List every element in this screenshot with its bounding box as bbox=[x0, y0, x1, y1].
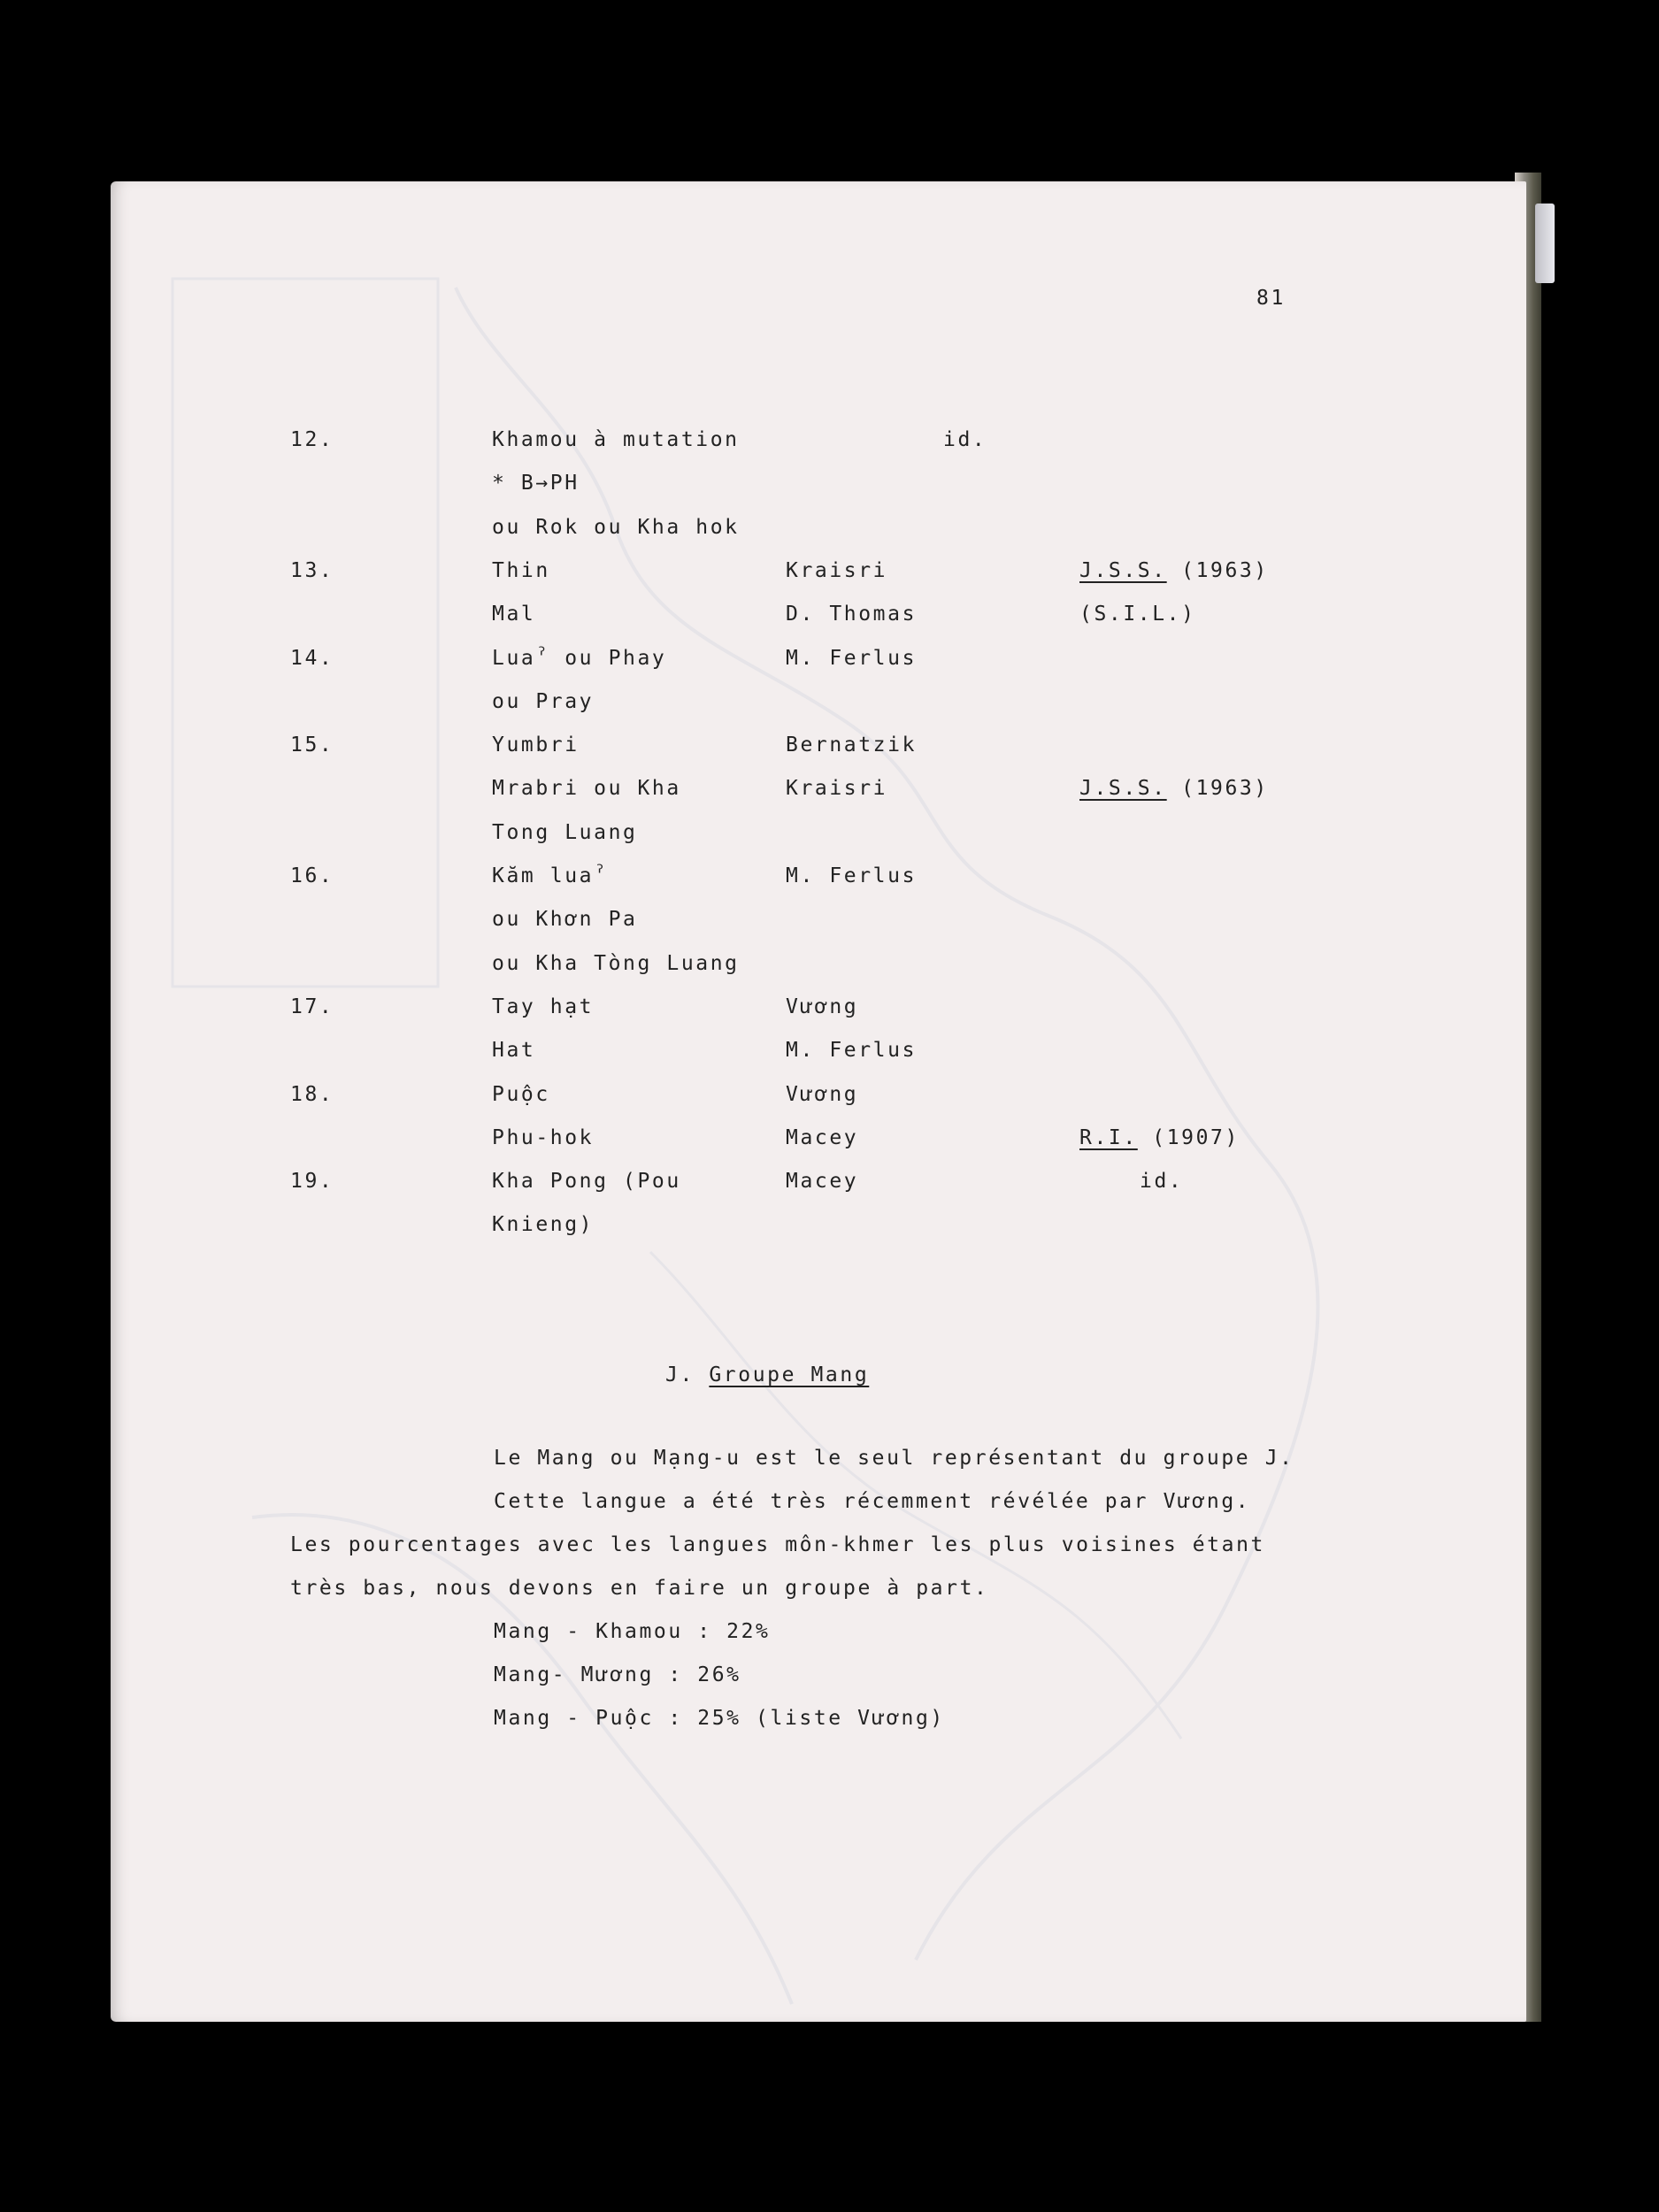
entry-language-name: Tay hạt bbox=[492, 995, 595, 1018]
entry-reference bbox=[1079, 775, 1269, 802]
reference-journal: R.I. bbox=[1079, 1126, 1138, 1149]
entry-language-name: Yumbri bbox=[492, 733, 580, 757]
entry-language-name: Mal bbox=[492, 603, 536, 626]
entry-reference bbox=[1079, 557, 1269, 584]
entry-language-name: Kha Pong (Pou bbox=[492, 1170, 681, 1193]
entry-source: Macey bbox=[786, 1170, 859, 1193]
entry-number: 18. bbox=[290, 1083, 334, 1106]
entry-number: 17. bbox=[290, 995, 334, 1018]
reference-year: (1907) bbox=[1152, 1126, 1240, 1149]
entry-language-name: Khamou à mutation bbox=[492, 428, 740, 451]
reference-journal: J.S.S. bbox=[1079, 559, 1167, 582]
entry-source: Bernatzik bbox=[786, 733, 918, 757]
entry-language-name: ou Pray bbox=[492, 690, 595, 713]
entry-source: Vương bbox=[786, 995, 859, 1018]
entry-language-name: Knieng) bbox=[492, 1213, 595, 1236]
entry-language-name: ou Rok ou Kha hok bbox=[492, 516, 740, 539]
percentage-line: Mang - Puộc : 25% (liste Vương) bbox=[494, 1707, 945, 1730]
paragraph-line: Cette langue a été très récemment révélée par Vương. bbox=[494, 1490, 1251, 1513]
entry-number: 12. bbox=[290, 428, 334, 451]
entry-reference: (S.I.L.) bbox=[1079, 603, 1196, 626]
entry-source: Kraisri bbox=[786, 559, 888, 582]
entry-language-name: Hat bbox=[492, 1039, 536, 1062]
entry-reference bbox=[1079, 1125, 1240, 1151]
page-number: 81 bbox=[1256, 287, 1286, 310]
entry-number: 16. bbox=[290, 864, 334, 887]
entry-number: 15. bbox=[290, 733, 334, 757]
entry-language-name: ou Khơn Pa bbox=[492, 908, 638, 931]
paragraph-line: Le Mang ou Mạng-u est le seul représentant du groupe J. bbox=[494, 1447, 1294, 1470]
entry-language-name: Kăm luaˀ bbox=[492, 864, 609, 887]
entry-source: Vương bbox=[786, 1083, 859, 1106]
entry-number: 19. bbox=[290, 1170, 334, 1193]
section-heading bbox=[665, 1362, 869, 1388]
percentage-line: Mang - Khamou : 22% bbox=[494, 1620, 771, 1643]
entry-number: 13. bbox=[290, 559, 334, 582]
entry-language-name: Mrabri ou Kha bbox=[492, 777, 681, 800]
entry-language-name: Phu-hok bbox=[492, 1126, 595, 1149]
paragraph-line: Les pourcentages avec les langues môn-khmer les plus voisines étant bbox=[290, 1533, 1265, 1556]
entry-source: M. Ferlus bbox=[786, 1039, 918, 1062]
entry-reference-idem: id. bbox=[1140, 1170, 1184, 1193]
entry-language-name: Tong Luang bbox=[492, 821, 638, 844]
entry-source: Macey bbox=[786, 1126, 859, 1149]
paragraph-line: très bas, nous devons en faire un groupe à part. bbox=[290, 1577, 989, 1600]
entry-source: D. Thomas bbox=[786, 603, 918, 626]
entry-source: M. Ferlus bbox=[786, 864, 918, 887]
reference-year: (1963) bbox=[1181, 559, 1269, 582]
entry-language-name: Puộc bbox=[492, 1083, 550, 1106]
entry-source: Kraisri bbox=[786, 777, 888, 800]
entry-language-name: Luaˀ ou Phay bbox=[492, 647, 667, 670]
section-title: Groupe Mang bbox=[709, 1363, 870, 1386]
reference-journal: J.S.S. bbox=[1079, 777, 1167, 800]
percentage-line: Mang- Mương : 26% bbox=[494, 1663, 741, 1686]
reference-year: (1963) bbox=[1181, 777, 1269, 800]
section-prefix: J. bbox=[665, 1363, 695, 1386]
entry-language-name: ou Kha Tòng Luang bbox=[492, 952, 740, 975]
entry-language-name: * B→PH bbox=[492, 472, 580, 495]
entry-reference-idem: id. bbox=[943, 428, 987, 451]
entry-source: M. Ferlus bbox=[786, 647, 918, 670]
entry-language-name: Thin bbox=[492, 559, 550, 582]
entry-number: 14. bbox=[290, 647, 334, 670]
book-tab bbox=[1535, 204, 1555, 283]
